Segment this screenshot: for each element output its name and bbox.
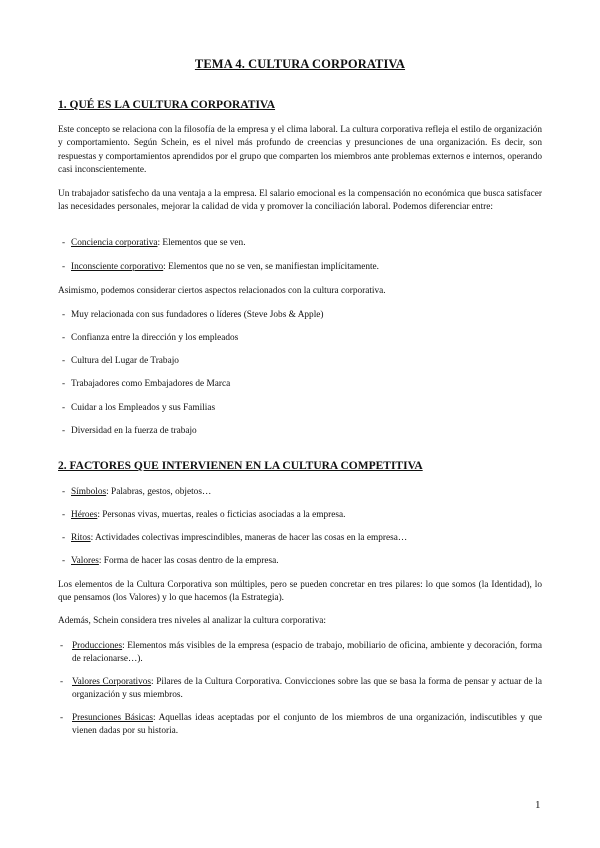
factor-term: Ritos <box>71 533 91 543</box>
aspect-item: - Trabajadores como Embajadores de Marca <box>62 379 231 389</box>
level-item: - Producciones: Elementos más visibles de la empresa (espacio de trabajo, mobiliario de oficina, ambiente y decoración, forma de relacionarse…). <box>60 641 542 665</box>
section-2-heading: 2. FACTORES QUE INTERVIENEN EN LA CULTURA COMPETITIVA <box>58 460 423 472</box>
section-1-paragraph-3: Asimismo, podemos considerar ciertos aspectos relacionados con la cultura corporativa. <box>58 286 386 296</box>
factor-item: - Ritos: Actividades colectivas imprescindibles, maneras de hacer las cosas en la empresa… <box>62 533 408 543</box>
level-item: - Presunciones Básicas: Aquellas ideas aceptadas por el conjunto de los miembros de una organización, indiscutibles y que vienen dadas por su historia. <box>60 713 542 737</box>
section-1-heading: 1. QUÉ ES LA CULTURA CORPORATIVA <box>58 99 276 111</box>
level-item: - Valores Corporativos: Pilares de la Cultura Corporativa. Convicciones sobre las que se basa la forma de pensar y actuar de la organización y sus miembros. <box>60 677 542 701</box>
level-term: Valores Corporativos <box>72 677 152 687</box>
section-1-paragraph-2: Un trabajador satisfecho da una ventaja a la empresa. El salario emocional es la compensación no económica que busca satisfacer las necesidades personales, mejorar la calidad de vida y promover la conciliación laboral. Podemos diferenciar entre: <box>58 189 542 213</box>
section-2-paragraph-1: Los elementos de la Cultura Corporativa son múltiples, pero se pueden concretar en tres pilares: lo que somos (la Identidad), lo que pensamos (los Valores) y lo que hacemos (la Estrategia). <box>58 580 542 604</box>
level-term: Presunciones Básicas <box>72 713 153 723</box>
definition-term: Conciencia corporativa <box>71 238 158 248</box>
page-number: 1 <box>535 799 541 811</box>
section-1-paragraph-1: Este concepto se relaciona con la filosofía de la empresa y el clima laboral. La cultura corporativa refleja el estilo de organización y comportamiento. Según Schein, es el nivel más profundo de creencias y presunciones de una organización. Es decir, son respuestas y comportamientos aprendidos por el grupo que comparten los miembros ante problemas externos e internos, operando casi inconscientemente. <box>58 125 542 176</box>
level-term: Producciones <box>72 641 123 651</box>
factor-item: - Símbolos: Palabras, gestos, objetos… <box>62 487 212 497</box>
page-title: TEMA 4. CULTURA CORPORATIVA <box>194 57 406 71</box>
factor-term: Valores <box>71 556 99 566</box>
definition-term: Inconsciente corporativo <box>71 262 164 272</box>
factor-term: Símbolos <box>71 487 107 497</box>
aspect-item: - Diversidad en la fuerza de trabajo <box>62 426 197 436</box>
factor-term: Héroes <box>71 510 98 520</box>
section-2-paragraph-2: Además, Schein considera tres niveles al analizar la cultura corporativa: <box>58 616 326 626</box>
factor-item: - Héroes: Personas vivas, muertas, reales o ficticias asociadas a la empresa. <box>62 510 346 520</box>
aspect-item: - Confianza entre la dirección y los empleados <box>62 333 239 343</box>
factor-item: - Valores: Forma de hacer las cosas dentro de la empresa. <box>62 556 279 566</box>
definition-item: - Inconsciente corporativo: Elementos que no se ven, se manifiestan implícitamente. <box>62 262 380 272</box>
aspect-item: - Muy relacionada con sus fundadores o líderes (Steve Jobs & Apple) <box>62 310 324 320</box>
definition-item: - Conciencia corporativa: Elementos que se ven. <box>62 238 246 248</box>
aspect-item: - Cuidar a los Empleados y sus Familias <box>62 403 216 413</box>
aspect-item: - Cultura del Lugar de Trabajo <box>62 356 179 366</box>
